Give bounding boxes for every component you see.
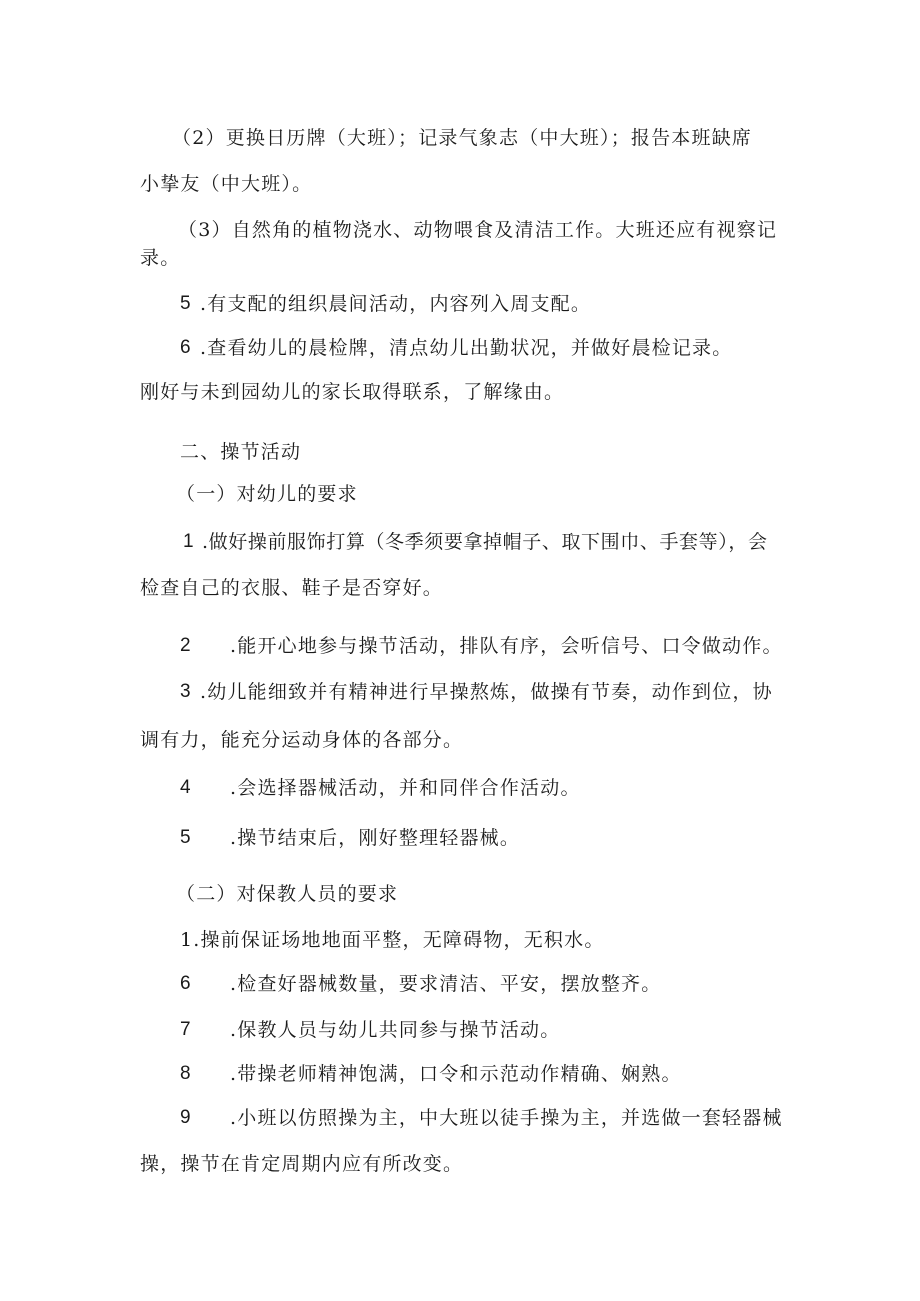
paragraph-2-line-1: （2）更换日历牌（大班）；记录气象志（中大班）；报告本班缺席 <box>172 127 753 149</box>
staff-requirement-6-number: 6 <box>180 973 191 994</box>
requirement-4-number: 4 <box>180 777 191 798</box>
item-6-number: 6 <box>180 337 191 358</box>
requirement-3-text: .幼儿能细致并有精神进行早操熬炼，做操有节奏，动作到位，协 <box>200 681 773 703</box>
item-6-text: .查看幼儿的晨检牌，清点幼儿出勤状况，并做好晨检记录。 <box>200 337 733 359</box>
section-heading-exercise: 二、操节活动 <box>180 441 302 463</box>
requirement-5-number: 5 <box>180 827 191 848</box>
staff-requirement-8-number: 8 <box>180 1063 191 1084</box>
staff-requirement-7-number: 7 <box>180 1019 191 1040</box>
subsection-heading-staff: （二）对保教人员的要求 <box>176 883 399 905</box>
staff-requirement-9-text: .小班以仿照操为主，中大班以徒手操为主，并选做一套轻器械 <box>230 1107 783 1129</box>
requirement-4-text: .会选择器械活动，并和同伴合作活动。 <box>230 777 581 799</box>
paragraph-3-line-1: （3）自然角的植物浇水、动物喂食及清洁工作。大班还应有视察记 <box>178 219 778 241</box>
requirement-1-number: 1 <box>183 531 194 552</box>
requirement-2-number: 2 <box>180 635 191 656</box>
requirement-1-text: .做好操前服饰打算（冬季须要拿掉帽子、取下围巾、手套等），会 <box>202 531 768 553</box>
requirement-3-number: 3 <box>180 681 191 702</box>
item-5-text: .有支配的组织晨间活动，内容列入周支配。 <box>200 293 592 315</box>
subsection-heading-children: （一）对幼儿的要求 <box>176 483 358 505</box>
requirement-1-line-2: 检查自己的衣服、鞋子是否穿好。 <box>140 577 444 599</box>
paragraph-3-line-2: 录。 <box>140 247 181 269</box>
staff-requirement-8-text: .带操老师精神饱满，口令和示范动作精确、娴熟。 <box>230 1063 682 1085</box>
staff-requirement-7-text: .保教人员与幼儿共同参与操节活动。 <box>230 1019 561 1041</box>
requirement-3-line-2: 调有力，能充分运动身体的各部分。 <box>140 729 464 751</box>
requirement-2-text: .能开心地参与操节活动，排队有序，会听信号、口令做动作。 <box>230 635 783 657</box>
staff-requirement-1: 1.操前保证场地地面平整，无障碍物，无积水。 <box>180 929 605 951</box>
item-5-number: 5 <box>180 293 191 314</box>
requirement-5-text: .操节结束后，刚好整理轻器械。 <box>230 827 521 849</box>
staff-requirement-6-text: .检查好器械数量，要求清洁、平安，摆放整齐。 <box>230 973 662 995</box>
item-6-line-2: 刚好与未到园幼儿的家长取得联系，了解缘由。 <box>140 381 565 403</box>
staff-requirement-9-number: 9 <box>180 1107 191 1128</box>
paragraph-2-line-2: 小挚友（中大班）。 <box>140 173 313 195</box>
staff-requirement-9-line-2: 操，操节在肯定周期内应有所改变。 <box>140 1153 464 1175</box>
